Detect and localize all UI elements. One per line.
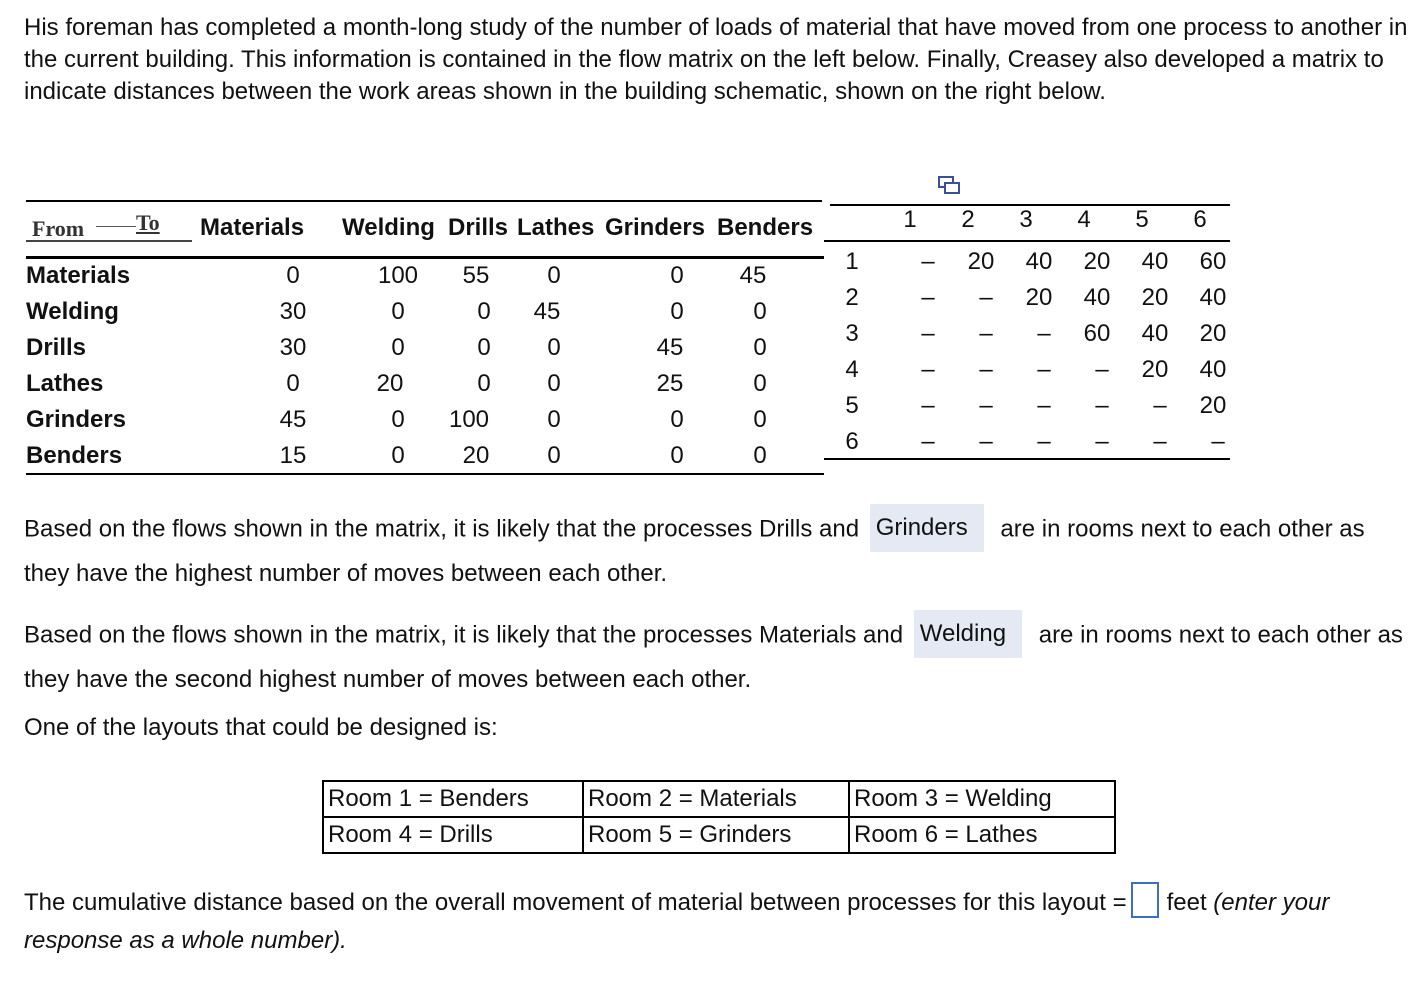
distance-col-header: 6 — [1193, 206, 1207, 233]
q1-text-after: are in rooms next to each other as they have the highest number of moves between each other. — [24, 515, 1365, 587]
flow-cell: 0 — [753, 334, 767, 361]
flow-cell: 30 — [279, 298, 307, 325]
final-text: The cumulative distance based on the overall movement of material between processes for this layout = — [24, 889, 1127, 916]
row-label: Welding — [26, 298, 119, 325]
q2-text-before: Based on the flows shown in the matrix, it is likely that the processes Materials and — [24, 621, 904, 649]
distance-cell: – — [1211, 428, 1225, 455]
final-unit: feet — [1166, 889, 1207, 916]
distance-cell: 40 — [1025, 248, 1053, 275]
col-header-lathes: Lathes — [517, 214, 595, 241]
distance-cell: – — [979, 320, 993, 347]
distance-col-header: 4 — [1077, 206, 1091, 233]
distance-col-header: 2 — [961, 206, 975, 233]
distance-cell: 60 — [1083, 320, 1111, 347]
flow-cell: 0 — [477, 298, 491, 325]
distance-cell: 40 — [1199, 284, 1227, 311]
flow-cell: 0 — [670, 298, 684, 325]
distance-row-label: 4 — [845, 356, 859, 383]
distance-cell: – — [1095, 428, 1109, 455]
distance-cell: 40 — [1083, 284, 1111, 311]
flow-cell: 100 — [448, 406, 490, 433]
flow-cell: 0 — [547, 262, 561, 289]
q1-answer-dropdown[interactable]: Grinders — [870, 504, 984, 552]
flow-matrix-top-rule — [26, 200, 822, 202]
flow-row-welding — [24, 298, 824, 334]
layout-cell: Room 5 = Grinders — [583, 817, 849, 853]
distance-col-header: 3 — [1019, 206, 1033, 233]
flow-cell: 0 — [391, 298, 405, 325]
flow-row-grinders — [24, 406, 824, 442]
row-label: Drills — [26, 334, 87, 361]
question-2 — [24, 612, 1409, 700]
distance-matrix — [824, 170, 1232, 470]
flow-cell: 0 — [547, 334, 561, 361]
flow-cell: 0 — [547, 370, 561, 397]
flow-cell: 0 — [753, 442, 767, 469]
flow-cell: 45 — [656, 334, 684, 361]
flow-cell: 20 — [376, 370, 404, 397]
flow-row-materials — [24, 262, 824, 298]
col-header-drills: Drills — [448, 214, 509, 241]
flow-row-drills — [24, 334, 824, 370]
distance-cell: 20 — [1083, 248, 1111, 275]
flow-cell: 20 — [462, 442, 490, 469]
distance-row-label: 1 — [845, 248, 859, 275]
distance-cell: – — [979, 356, 993, 383]
distance-cell: 40 — [1199, 356, 1227, 383]
flow-cell: 45 — [279, 406, 307, 433]
corner-from-label: From — [32, 216, 85, 241]
flow-cell: 0 — [753, 370, 767, 397]
distance-cell: 20 — [967, 248, 995, 275]
row-label: Lathes — [26, 370, 104, 397]
q2-text-after: are in rooms next to each other as they have the second highest number of moves between each other. — [24, 621, 1403, 693]
distance-cell: 20 — [1141, 284, 1169, 311]
distance-cell: – — [1037, 320, 1051, 347]
distance-cell: – — [1037, 356, 1051, 383]
flow-cell: 0 — [391, 406, 405, 433]
layout-cell: Room 4 = Drills — [323, 817, 583, 853]
distance-row-label: 6 — [845, 428, 859, 455]
flow-cell: 55 — [462, 262, 490, 289]
flow-cell: 0 — [670, 262, 684, 289]
layout-cell: Room 6 = Lathes — [849, 817, 1115, 853]
q2-answer-dropdown[interactable]: Welding — [914, 610, 1022, 658]
distance-cell: – — [979, 392, 993, 419]
distance-cell: – — [921, 428, 935, 455]
layout-intro: One of the layouts that could be designed is: — [24, 714, 498, 741]
flow-cell: 0 — [547, 406, 561, 433]
flow-row-lathes — [24, 370, 824, 406]
flow-cell: 0 — [391, 334, 405, 361]
layout-cell: Room 2 = Materials — [583, 781, 849, 817]
q1-text-before: Based on the flows shown in the matrix, it is likely that the processes Drills and — [24, 515, 860, 543]
flow-cell: 15 — [279, 442, 307, 469]
distance-cell: 40 — [1141, 248, 1169, 275]
distance-cell: – — [921, 392, 935, 419]
from-to-corner — [26, 212, 192, 242]
distance-cell: – — [921, 320, 935, 347]
flow-cell: 100 — [377, 262, 419, 289]
flow-cell: 0 — [286, 370, 300, 397]
distance-cell: – — [1095, 392, 1109, 419]
distance-row-label: 2 — [845, 284, 859, 311]
cumulative-distance-input[interactable] — [1131, 882, 1159, 918]
distance-bottom-rule — [824, 458, 1230, 460]
flow-cell: 0 — [670, 442, 684, 469]
distance-cell: 20 — [1025, 284, 1053, 311]
popup-window-icon[interactable] — [938, 176, 960, 196]
distance-cell: – — [1095, 356, 1109, 383]
flow-cell: 45 — [533, 298, 561, 325]
layout-row — [323, 781, 1115, 817]
flow-matrix-bottom-rule — [26, 473, 824, 475]
question-1 — [24, 506, 1409, 594]
distance-cell: 20 — [1141, 356, 1169, 383]
distance-row-label: 3 — [845, 320, 859, 347]
distance-cell: – — [921, 284, 935, 311]
col-header-grinders: Grinders — [605, 214, 706, 241]
distance-cell: 20 — [1199, 392, 1227, 419]
row-label: Benders — [26, 442, 123, 469]
distance-row-label: 5 — [845, 392, 859, 419]
layout-cell: Room 1 = Benders — [323, 781, 583, 817]
distance-cell: 40 — [1141, 320, 1169, 347]
flow-cell: 0 — [547, 442, 561, 469]
distance-cell: – — [921, 248, 935, 275]
col-header-benders: Benders — [717, 214, 814, 241]
distance-cell: – — [1153, 392, 1167, 419]
row-label: Grinders — [26, 406, 127, 433]
distance-cell: – — [979, 284, 993, 311]
flow-cell: 25 — [656, 370, 684, 397]
distance-col-header: 5 — [1135, 206, 1149, 233]
flow-cell: 45 — [739, 262, 767, 289]
flow-cell: 0 — [477, 334, 491, 361]
distance-header-rule — [824, 240, 1230, 242]
flow-matrix-header — [24, 212, 824, 242]
flow-cell: 30 — [279, 334, 307, 361]
distance-col-header: 1 — [903, 206, 917, 233]
flow-cell: 0 — [670, 406, 684, 433]
layout-row — [323, 817, 1115, 853]
distance-cell: 20 — [1199, 320, 1227, 347]
flow-cell: 0 — [391, 442, 405, 469]
distance-cell: – — [979, 428, 993, 455]
col-header-materials: Materials — [200, 214, 305, 241]
corner-diagonal — [96, 226, 136, 227]
distance-cell: – — [1037, 428, 1051, 455]
layout-cell: Room 3 = Welding — [849, 781, 1115, 817]
flow-cell: 0 — [753, 298, 767, 325]
final-instruction: (enter your response as a whole number). — [24, 889, 1330, 954]
row-label: Materials — [26, 262, 131, 289]
flow-cell: 0 — [477, 370, 491, 397]
distance-cell: 60 — [1199, 248, 1227, 275]
intro-paragraph: His foreman has completed a month-long study of the number of loads of material that have moved from one process to another in the current building. This information is contained in the flow matrix on the left below. Finally, Creasey also developed a matrix to indicate distances between the work areas shown in the building schematic, shown on the right below. — [24, 14, 1408, 105]
corner-to-label: To — [136, 210, 160, 235]
distance-cell: – — [921, 356, 935, 383]
flow-matrix-header-rule — [26, 256, 824, 259]
flow-cell: 0 — [286, 262, 300, 289]
col-header-welding: Welding — [342, 214, 435, 241]
layout-table — [322, 780, 1116, 854]
distance-cell: – — [1153, 428, 1167, 455]
distance-cell: – — [1037, 392, 1051, 419]
final-question — [24, 884, 1409, 960]
flow-cell: 0 — [753, 406, 767, 433]
